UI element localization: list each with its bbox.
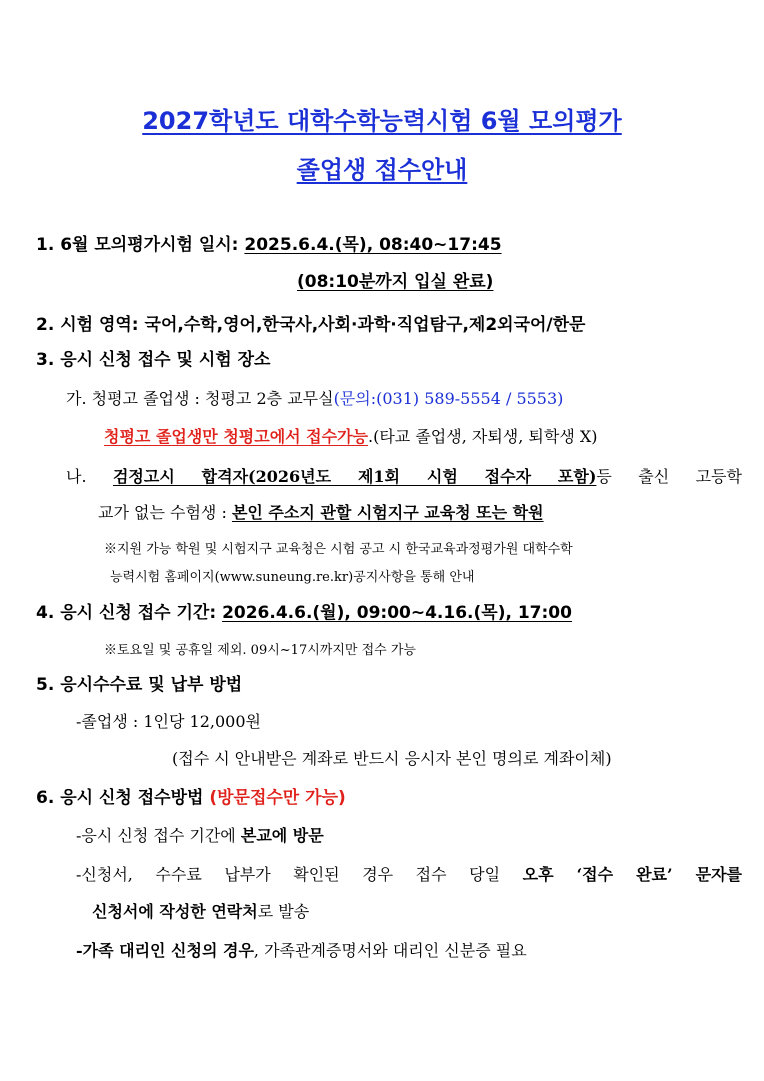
entry-deadline-text: (08:10분까지 입실 완료) (297, 272, 494, 292)
item-1-bold: 본교에 방문 (240, 826, 324, 845)
item-2-line2-bold: 신청서에 작성한 연락처 (92, 902, 258, 921)
section-6-item-2-line2 (92, 902, 309, 921)
ga-rest-note: .(타교 졸업생, 자퇴생, 퇴학생 X) (368, 427, 598, 446)
na-line2-text: 교가 없는 수험생 : (98, 503, 232, 522)
section-5-fee-note: (접수 시 안내받은 계좌로 반드시 응시자 본인 명의로 계좌이체) (172, 749, 612, 768)
section-5-heading: 5. 응시수수료 및 납부 방법 (36, 675, 243, 695)
ga-red-note: 청평고 졸업생만 청평고에서 접수가능 (104, 427, 369, 446)
document-title: 2027학년도 대학수학능력시험 6월 모의평가 (142, 107, 622, 135)
section-3-note-1: ※지원 가능 학원 및 시험지구 교육청은 시험 공고 시 한국교육과정평가원 대학수학 (104, 542, 573, 557)
section-6-heading (36, 788, 346, 808)
na-prefix: 나. (66, 467, 113, 486)
section-4-label: 4. 응시 신청 접수 기간: (36, 603, 223, 623)
section-1-label: 1. 6월 모의평가시험 일시: (36, 235, 245, 255)
section-6-visit-only: (방문접수만 가능) (209, 788, 346, 808)
item-3-rest: , 가족관계증명서와 대리인 신분증 필요 (253, 941, 527, 960)
section-6-item-3 (76, 941, 527, 960)
item-2-line2-rest: 로 발송 (257, 902, 310, 921)
section-2-exam-subjects: 2. 시험 영역: 국어,수학,영어,한국사,사회·과학·직업탐구,제2외국어/한문 (36, 315, 586, 335)
section-6-item-1 (76, 826, 324, 845)
section-3-note-2: 능력시험 홈페이지(www.suneung.re.kr)공지사항을 통해 안내 (110, 570, 475, 585)
section-3-na-line2 (98, 503, 544, 522)
ga-text: 가. 청평고 졸업생 : 청평고 2층 교무실 (66, 389, 334, 408)
section-3-na (66, 467, 742, 486)
ga-contact: (문의:(031) 589-5554 / 5553) (333, 389, 564, 408)
item-2-bold: 오후 ‘접수 완료’ 문자를 (522, 865, 742, 884)
section-1-exam-datetime (36, 235, 502, 255)
item-1-text: -응시 신청 접수 기간에 (76, 826, 241, 845)
item-3-bold: -가족 대리인 신청의 경우 (76, 941, 254, 960)
section-3-heading: 3. 응시 신청 접수 및 시험 장소 (36, 350, 271, 370)
document-subtitle: 졸업생 접수안내 (296, 156, 468, 184)
section-4-application-period (36, 603, 572, 623)
na-line2-bold: 본인 주소지 관할 시험지구 교육청 또는 학원 (231, 503, 544, 522)
section-4-note: ※토요일 및 공휴일 제외. 09시~17시까지만 접수 가능 (104, 643, 416, 658)
na-rest: 등 출신 고등학 (596, 467, 742, 486)
entry-deadline (297, 272, 493, 292)
section-6-item-2 (76, 865, 742, 884)
section-3-ga-note (104, 427, 598, 446)
application-period: 2026.4.6.(월), 09:00~4.16.(목), 17:00 (222, 603, 572, 623)
exam-datetime: 2025.6.4.(목), 08:40~17:45 (244, 235, 502, 255)
section-6-label: 6. 응시 신청 접수방법 (36, 788, 210, 808)
item-2-text: -신청서, 수수료 납부가 확인된 경우 접수 당일 (76, 865, 523, 884)
section-5-fee: -졸업생 : 1인당 12,000원 (76, 712, 261, 731)
na-bold: 검정고시 합격자(2026년도 제1회 시험 접수자 포함) (112, 467, 597, 486)
section-3-ga (66, 389, 563, 408)
